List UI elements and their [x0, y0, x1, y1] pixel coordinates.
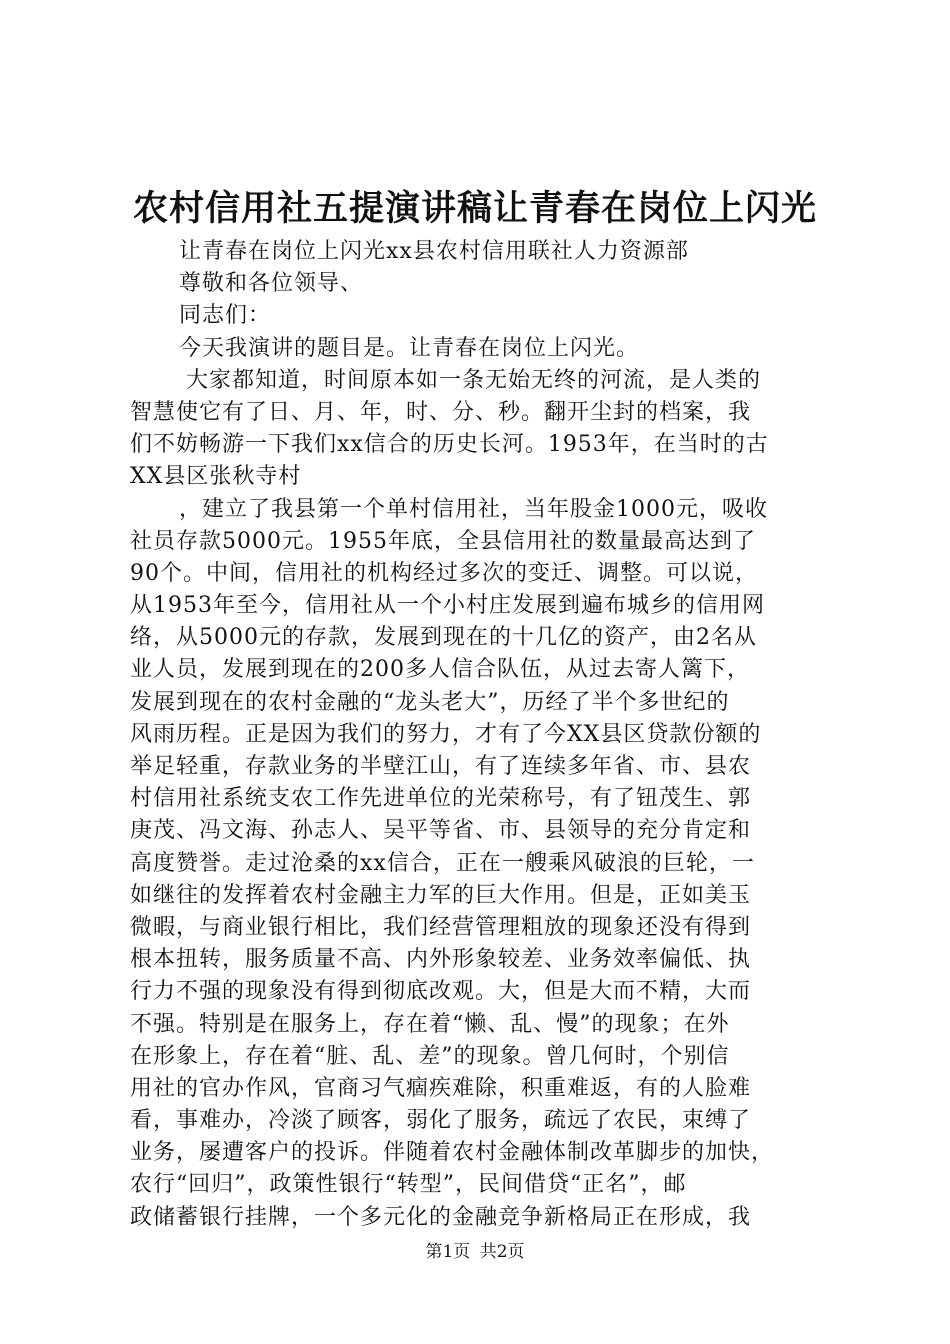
body-line: 不强。特别是在服务上，存在着“懒、乱、慢”的现象；在外 — [130, 1011, 730, 1037]
body-line: 用社的官办作风，官商习气痼疾难除，积重难返，有的人脸难 — [130, 1075, 752, 1101]
body-line: 在形象上，存在着“脏、乱、差”的现象。曾几何时，个别信 — [130, 1043, 730, 1069]
body-line: 同志们： — [179, 303, 272, 329]
body-line: 庚茂、冯文海、孙志人、吴平等省、市、县领导的充分肯定和 — [130, 818, 752, 844]
body-line: 发展到现在的农村金融的“龙头老大”，历经了半个多世纪的 — [130, 689, 730, 715]
body-line: 尊敬和各位领导、 — [179, 271, 364, 297]
body-line: 大家都知道，时间原本如一条无始无终的河流，是人类的 — [186, 367, 762, 393]
document-title: 农村信用社五提演讲稿让青春在岗位上闪光 — [132, 188, 817, 229]
body-line: 政储蓄银行挂牌，一个多元化的金融竞争新格局正在形成，我 — [130, 1204, 752, 1230]
body-line: 看，事难办，冷淡了顾客，弱化了服务，疏远了农民，束缚了 — [130, 1108, 752, 1134]
body-line: 社员存款5000元。1955年底，全县信用社的数量最高达到了 — [130, 528, 756, 554]
body-line: 今天我演讲的题目是。让青春在岗位上闪光。 — [179, 335, 640, 361]
body-line: 如继往的发挥着农村金融主力军的巨大作用。但是，正如美玉 — [130, 882, 752, 908]
body-line: 微暇，与商业银行相比，我们经营管理粗放的现象还没有得到 — [130, 914, 752, 940]
body-line: ，建立了我县第一个单村信用社，当年股金1000元，吸收 — [179, 496, 768, 522]
page-number: 第1页 — [425, 1242, 471, 1262]
body-line: 们不妨畅游一下我们xx信合的历史长河。1953年，在当时的古 — [130, 432, 769, 458]
body-line: 行力不强的现象没有得到彻底改观。大，但是大而不精，大而 — [130, 979, 752, 1005]
body-line: 让青春在岗位上闪光xx县农村信用联社人力资源部 — [179, 239, 689, 264]
document-body — [130, 236, 834, 1234]
body-line: 风雨历程。正是因为我们的努力，才有了今XX县区贷款份额的 — [130, 721, 762, 747]
page-total: 共2页 — [479, 1242, 525, 1262]
body-line: 农行“回归”，政策性银行“转型”，民间借贷“正名”，邮 — [130, 1172, 687, 1198]
body-line: XX县区张秋寺村 — [130, 464, 302, 490]
body-line: 根本扭转，服务质量不高、内外形象较差、业务效率偏低、执 — [130, 947, 752, 973]
page-footer — [0, 1240, 950, 1264]
body-line: 业人员，发展到现在的200多人信合队伍，从过去寄人篱下， — [130, 657, 750, 683]
body-line: 智慧使它有了日、月、年，时、分、秒。翻开尘封的档案，我 — [130, 399, 752, 425]
body-line: 业务，屡遭客户的投诉。伴随着农村金融体制改革脚步的加快， — [130, 1140, 775, 1166]
body-line: 村信用社系统支农工作先进单位的光荣称号，有了钮茂生、郭 — [130, 786, 752, 812]
body-line: 高度赞誉。走过沧桑的xx信合，正在一艘乘风破浪的巨轮，一 — [130, 850, 755, 876]
body-line: 90个。中间，信用社的机构经过多次的变迁、调整。可以说， — [130, 560, 758, 586]
body-line: 举足轻重，存款业务的半壁江山，有了连续多年省、市、县农 — [130, 754, 752, 779]
body-line: 从1953年至今，信用社从一个小村庄发展到遍布城乡的信用网 — [130, 593, 765, 619]
body-line: 络，从5000元的存款，发展到现在的十几亿的资产，由2名从 — [130, 625, 757, 651]
